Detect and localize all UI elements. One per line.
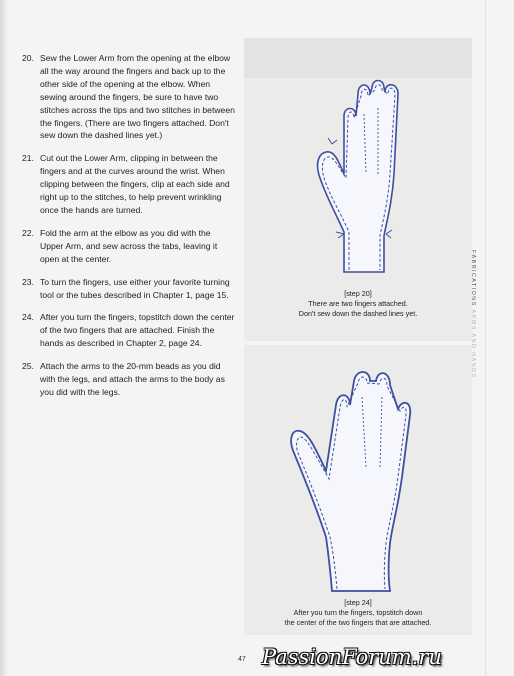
step-23 — [22, 276, 236, 302]
step-number: 23. — [22, 276, 34, 287]
figure-header-band — [244, 38, 472, 78]
site-watermark: PassionForum.ru — [262, 645, 442, 669]
step-number: 22. — [22, 227, 34, 238]
step-text: Attach the arms to the 20-mm beads as you did with the legs, and attach the arms to the body as you did with the legs. — [40, 361, 225, 397]
step-text: Sew the Lower Arm from the opening at the elbow all the way around the fingers and back up to the other side of the opening at the elbow. When sewing around the fingers, be sure to have two stitches across the tips and two stitches in between the fingers. (There are two fingers attached. Don't sew down the dashed lines yet.) — [40, 53, 235, 141]
step-22 — [22, 227, 236, 266]
caption-line: There are two fingers attached. — [308, 299, 408, 308]
step-tag: [step 20] — [344, 289, 372, 298]
step-number: 24. — [22, 312, 34, 323]
sidebar-rule — [485, 0, 486, 676]
section-label-main: FABRICATIONS — [470, 250, 476, 307]
step-text: Cut out the Lower Arm, clipping in between the fingers and at the curves around the wrist. When clipping between the fingers, clip at each side and right up to the stitches, to help prevent wrinkling once the hands are turned. — [40, 153, 230, 215]
step-tag: [step 24] — [344, 598, 372, 607]
figure-step-24 — [244, 345, 472, 635]
step-20 — [22, 52, 236, 142]
step-21 — [22, 152, 236, 217]
page-number: 47 — [238, 656, 246, 663]
step-number: 20. — [22, 53, 34, 63]
figure-caption — [244, 289, 472, 319]
step-text: To turn the fingers, use either your favorite turning tool or the tubes described in Chapter 1, page 15. — [40, 276, 230, 300]
figure-caption — [244, 598, 472, 628]
step-text: After you turn the fingers, topstitch down the center of the two fingers that are attached. Finish the hands as described in Chapter 2, page 24. — [40, 312, 235, 349]
caption-line: After you turn the fingers, topstitch down — [293, 608, 423, 617]
section-label — [470, 250, 476, 379]
step-24 — [22, 311, 236, 350]
caption-line: Don't sew down the dashed lines yet. — [298, 309, 418, 318]
step-number: 21. — [22, 153, 34, 164]
instruction-steps — [22, 52, 236, 409]
figure-step-20 — [244, 38, 472, 341]
page-binding-edge — [0, 0, 8, 676]
section-label-sub: ARMS AND HANDS — [470, 309, 476, 379]
step-25 — [22, 360, 236, 399]
caption-line: the center of the two fingers that are attached. — [284, 618, 432, 627]
step-text: Fold the arm at the elbow as you did with the Upper Arm, and sew across the tabs, leaving it open at the center. — [40, 227, 218, 264]
hand-sewing-illustration — [306, 74, 426, 274]
step-number: 25. — [22, 361, 34, 372]
hand-topstitch-illustration — [286, 367, 436, 593]
